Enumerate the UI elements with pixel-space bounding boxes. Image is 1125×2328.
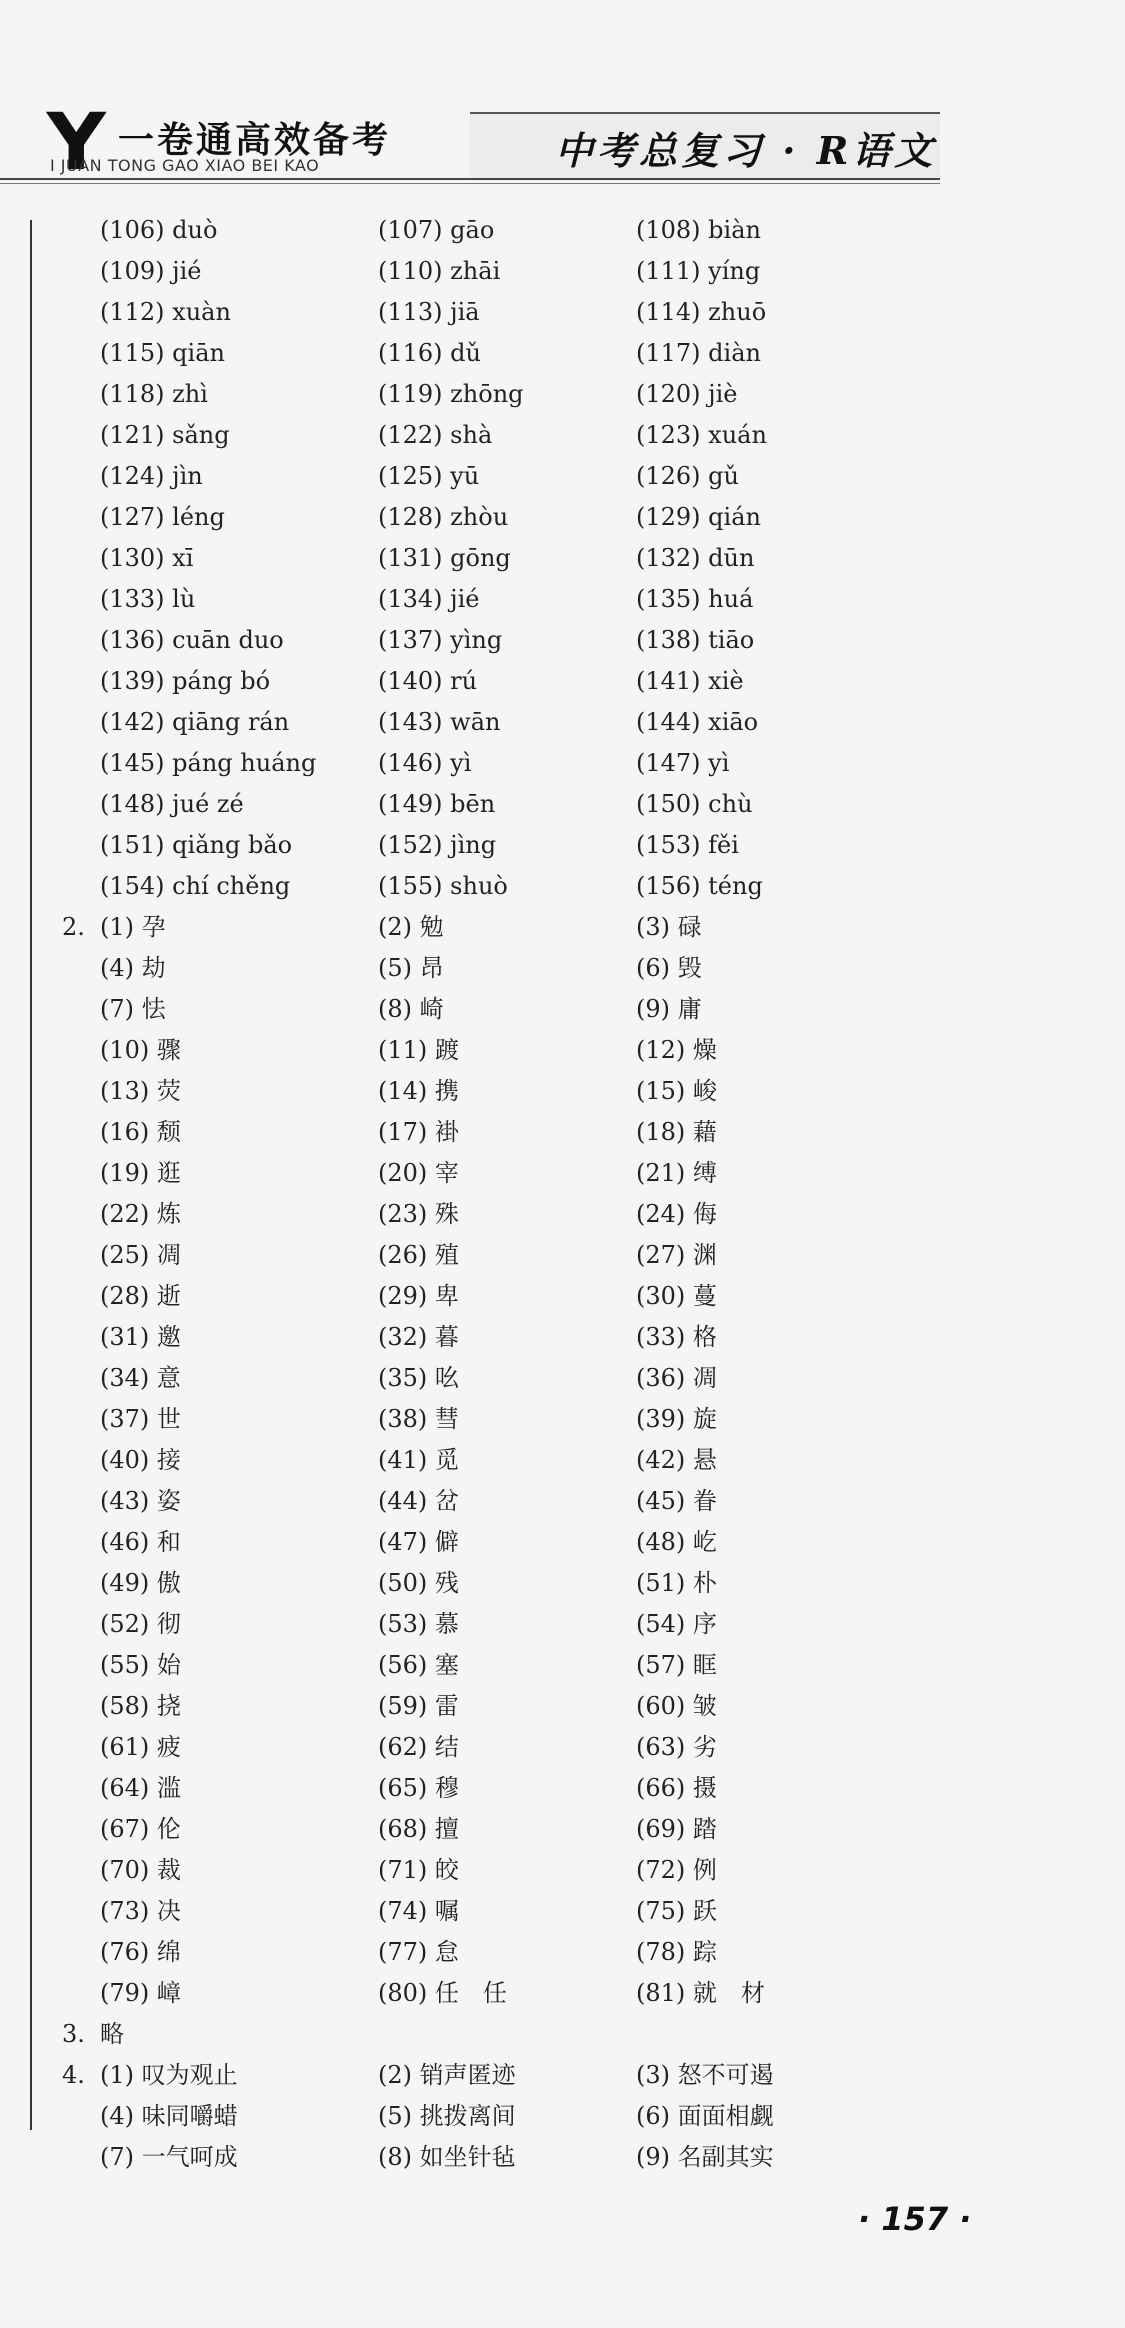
- answer-row: [68, 1522, 968, 1563]
- answer-item: (40) 接: [100, 1446, 181, 1474]
- answer-item: (135) huá: [636, 585, 754, 613]
- answer-item: (20) 宰: [378, 1159, 459, 1187]
- answer-item: (64) 滥: [100, 1774, 181, 1802]
- answer-item: (51) 朴: [636, 1569, 717, 1597]
- answer-item: (50) 残: [378, 1569, 459, 1597]
- answer-item: (129) qián: [636, 503, 761, 531]
- section-4-idioms: [62, 2055, 968, 2178]
- answer-item: (60) 皱: [636, 1692, 717, 1720]
- answer-item: (152) jìng: [378, 831, 497, 859]
- answer-item: (68) 擅: [378, 1815, 459, 1843]
- answer-row: [68, 456, 968, 497]
- answer-item: (69) 踏: [636, 1815, 717, 1843]
- answer-item: (52) 彻: [100, 1610, 181, 1638]
- answer-row: [68, 415, 968, 456]
- answer-item: (109) jié: [100, 257, 202, 285]
- answer-item: (42) 悬: [636, 1446, 717, 1474]
- answer-item: (6) 毁: [636, 954, 702, 982]
- header-rule: [0, 178, 940, 184]
- answer-item: (112) xuàn: [100, 298, 231, 326]
- answer-item: (4) 劫: [100, 954, 166, 982]
- answer-item: (33) 格: [636, 1323, 717, 1351]
- answer-item: (10) 骤: [100, 1036, 181, 1064]
- answer-item: (132) dūn: [636, 544, 755, 572]
- answer-item: (78) 踪: [636, 1938, 717, 1966]
- answer-item: (62) 结: [378, 1733, 459, 1761]
- answer-item: (9) 名副其实: [636, 2143, 774, 2171]
- answer-item: (137) yìng: [378, 626, 503, 654]
- answer-item: (145) páng huáng: [100, 749, 317, 777]
- answer-item: (136) cuān duo: [100, 626, 284, 654]
- answer-row: [68, 702, 968, 743]
- answer-row: [68, 1440, 968, 1481]
- answer-row: [68, 1481, 968, 1522]
- answer-content: [62, 210, 968, 2178]
- answer-item: (77) 怠: [378, 1938, 459, 1966]
- answer-row: [68, 251, 968, 292]
- answer-row: [68, 374, 968, 415]
- answer-item: (143) wān: [378, 708, 501, 736]
- section-2-characters: [62, 907, 968, 2014]
- answer-row: [68, 661, 968, 702]
- answer-item: (107) gāo: [378, 216, 495, 244]
- answer-row: [68, 1768, 968, 1809]
- answer-item: (48) 屹: [636, 1528, 717, 1556]
- answer-row: [68, 989, 968, 1030]
- answer-item: (5) 昂: [378, 954, 444, 982]
- answer-item: (38) 彗: [378, 1405, 459, 1433]
- brand-title: 一卷通高效备考: [118, 120, 392, 161]
- brand-subtitle: I JUAN TONG GAO XIAO BEI KAO: [50, 156, 320, 175]
- section-label: 4.: [62, 2061, 85, 2089]
- answer-row: [68, 579, 968, 620]
- answer-item: (26) 殖: [378, 1241, 459, 1269]
- page-header: [0, 0, 1125, 190]
- answer-item: (6) 面面相觑: [636, 2102, 774, 2130]
- answer-item: (124) jìn: [100, 462, 203, 490]
- answer-item: (27) 渊: [636, 1241, 717, 1269]
- answer-item: (5) 挑拨离间: [378, 2102, 516, 2130]
- answer-item: (79) 嶂: [100, 1979, 181, 2007]
- answer-row: [68, 292, 968, 333]
- answer-item: (76) 绵: [100, 1938, 181, 1966]
- answer-item: (44) 岔: [378, 1487, 459, 1515]
- answer-item: (71) 皎: [378, 1856, 459, 1884]
- answer-item: (139) páng bó: [100, 667, 271, 695]
- answer-item: (14) 携: [378, 1077, 459, 1105]
- answer-row: [62, 2055, 968, 2096]
- answer-item: (28) 逝: [100, 1282, 181, 1310]
- page-number: · 157 ·: [858, 2200, 972, 2238]
- answer-row: [68, 1235, 968, 1276]
- answer-item: (19) 逛: [100, 1159, 181, 1187]
- answer-item: (36) 凋: [636, 1364, 717, 1392]
- answer-item: (127) léng: [100, 503, 225, 531]
- answer-item: (39) 旋: [636, 1405, 717, 1433]
- answer-row: [68, 1317, 968, 1358]
- answer-item: (46) 和: [100, 1528, 181, 1556]
- answer-row: [68, 948, 968, 989]
- answer-item: (12) 燥: [636, 1036, 717, 1064]
- answer-row: [68, 1399, 968, 1440]
- answer-item: (32) 暮: [378, 1323, 459, 1351]
- answer-row: [68, 743, 968, 784]
- answer-item: (73) 决: [100, 1897, 181, 1925]
- answer-item: (117) diàn: [636, 339, 761, 367]
- answer-item: (153) fěi: [636, 831, 739, 859]
- answer-item: (3) 碌: [636, 913, 702, 941]
- answer-row: [68, 1276, 968, 1317]
- section-3: [62, 2014, 968, 2055]
- answer-item: (133) lù: [100, 585, 196, 613]
- answer-row: [68, 538, 968, 579]
- answer-item: (123) xuán: [636, 421, 767, 449]
- section-label: 2.: [62, 913, 85, 941]
- answer-item: (11) 踱: [378, 1036, 459, 1064]
- answer-row: [68, 1727, 968, 1768]
- answer-item: (35) 吆: [378, 1364, 459, 1392]
- answer-item: (115) qiān: [100, 339, 225, 367]
- answer-item: (116) dǔ: [378, 339, 481, 367]
- answer-item: (154) chí chěng: [100, 872, 291, 900]
- answer-item: (23) 殊: [378, 1200, 459, 1228]
- answer-row: [68, 1153, 968, 1194]
- answer-item: (8) 崎: [378, 995, 444, 1023]
- answer-item: (31) 邀: [100, 1323, 181, 1351]
- answer-item: (120) jiè: [636, 380, 738, 408]
- answer-item: (58) 挠: [100, 1692, 181, 1720]
- answer-item: (18) 藉: [636, 1118, 717, 1146]
- answer-row: [68, 2137, 968, 2178]
- answer-item: (70) 裁: [100, 1856, 181, 1884]
- answer-item: (155) shuò: [378, 872, 508, 900]
- answer-item: (41) 觅: [378, 1446, 459, 1474]
- answer-item: (148) jué zé: [100, 790, 244, 818]
- answer-row: [68, 1645, 968, 1686]
- answer-item: (54) 序: [636, 1610, 717, 1638]
- answer-item: (149) bēn: [378, 790, 496, 818]
- answer-row: [68, 1112, 968, 1153]
- answer-row: [68, 1563, 968, 1604]
- answer-item: (114) zhuō: [636, 298, 767, 326]
- answer-item: (74) 嘱: [378, 1897, 459, 1925]
- answer-row: [68, 1891, 968, 1932]
- answer-item: (45) 眷: [636, 1487, 717, 1515]
- answer-item: (53) 慕: [378, 1610, 459, 1638]
- answer-item: (106) duò: [100, 216, 218, 244]
- answer-row: [68, 1686, 968, 1727]
- answer-item: (30) 蔓: [636, 1282, 717, 1310]
- answer-item: (8) 如坐针毡: [378, 2143, 516, 2171]
- answer-row: [68, 1850, 968, 1891]
- answer-item: (128) zhòu: [378, 503, 509, 531]
- answer-item: (2) 销声匿迹: [378, 2061, 516, 2089]
- answer-item: (55) 始: [100, 1651, 181, 1679]
- answer-item: (1) 叹为观止: [100, 2061, 238, 2089]
- section-1-pinyin: [68, 210, 968, 907]
- answer-row: [68, 1932, 968, 1973]
- answer-item: (22) 炼: [100, 1200, 181, 1228]
- answer-item: (21) 缚: [636, 1159, 717, 1187]
- answer-item: (13) 荧: [100, 1077, 181, 1105]
- answer-item: (118) zhì: [100, 380, 208, 408]
- answer-item: (3) 怒不可遏: [636, 2061, 774, 2089]
- answer-item: 略: [100, 2020, 124, 2048]
- answer-row: [68, 1030, 968, 1071]
- answer-item: (63) 劣: [636, 1733, 717, 1761]
- answer-item: (138) tiāo: [636, 626, 755, 654]
- answer-item: (67) 伦: [100, 1815, 181, 1843]
- answer-item: (1) 孕: [100, 913, 166, 941]
- answer-item: (141) xiè: [636, 667, 744, 695]
- answer-item: (126) gǔ: [636, 462, 739, 490]
- answer-item: (142) qiāng rán: [100, 708, 290, 736]
- answer-item: (110) zhāi: [378, 257, 501, 285]
- answer-item: (140) rú: [378, 667, 478, 695]
- answer-item: (2) 勉: [378, 913, 444, 941]
- answer-item: (75) 跃: [636, 1897, 717, 1925]
- answer-item: (65) 穆: [378, 1774, 459, 1802]
- answer-item: (108) biàn: [636, 216, 761, 244]
- answer-item: (150) chù: [636, 790, 753, 818]
- answer-row: [68, 866, 968, 907]
- answer-row: [68, 333, 968, 374]
- answer-item: (4) 味同嚼蜡: [100, 2102, 238, 2130]
- answer-item: (7) 怯: [100, 995, 166, 1023]
- answer-item: (81) 就 材: [636, 1979, 765, 2007]
- answer-item: (56) 塞: [378, 1651, 459, 1679]
- answer-item: (16) 颓: [100, 1118, 181, 1146]
- answer-item: (15) 峻: [636, 1077, 717, 1105]
- answer-row: [62, 907, 968, 948]
- answer-item: (134) jié: [378, 585, 480, 613]
- answer-item: (66) 摄: [636, 1774, 717, 1802]
- answer-row: [68, 1604, 968, 1645]
- answer-item: (146) yì: [378, 749, 472, 777]
- answer-row: [68, 2096, 968, 2137]
- answer-row: [68, 497, 968, 538]
- answer-item: (113) jiā: [378, 298, 480, 326]
- answer-row: [68, 784, 968, 825]
- margin-line: [30, 220, 32, 2130]
- answer-row: [68, 825, 968, 866]
- answer-row: [68, 1809, 968, 1850]
- answer-item: (144) xiāo: [636, 708, 759, 736]
- answer-item: (49) 傲: [100, 1569, 181, 1597]
- answer-row: [68, 620, 968, 661]
- answer-item: (119) zhōng: [378, 380, 524, 408]
- answer-row: [68, 1973, 968, 2014]
- answer-item: (37) 世: [100, 1405, 181, 1433]
- answer-item: (147) yì: [636, 749, 730, 777]
- answer-row: [68, 1071, 968, 1112]
- answer-item: (111) yíng: [636, 257, 761, 285]
- answer-item: (80) 任 任: [378, 1979, 507, 2007]
- answer-item: (17) 褂: [378, 1118, 459, 1146]
- answer-item: (72) 例: [636, 1856, 717, 1884]
- book-title: 中考总复习 · R语文: [555, 128, 937, 173]
- answer-item: (122) shà: [378, 421, 493, 449]
- answer-item: (9) 庸: [636, 995, 702, 1023]
- answer-row: [68, 210, 968, 251]
- answer-item: (43) 姿: [100, 1487, 181, 1515]
- answer-item: (151) qiǎng bǎo: [100, 831, 293, 859]
- answer-item: (24) 侮: [636, 1200, 717, 1228]
- answer-item: (34) 意: [100, 1364, 181, 1392]
- answer-item: (130) xī: [100, 544, 194, 572]
- answer-item: (61) 疲: [100, 1733, 181, 1761]
- answer-item: (59) 雷: [378, 1692, 459, 1720]
- answer-item: (131) gōng: [378, 544, 511, 572]
- answer-item: (57) 眶: [636, 1651, 717, 1679]
- answer-item: (29) 卑: [378, 1282, 459, 1310]
- answer-item: (156) téng: [636, 872, 763, 900]
- answer-row: [68, 1194, 968, 1235]
- answer-row: [68, 1358, 968, 1399]
- answer-item: (25) 凋: [100, 1241, 181, 1269]
- answer-item: (121) sǎng: [100, 421, 230, 449]
- brand-logo-letter: Y: [46, 98, 106, 188]
- answer-item: (125) yū: [378, 462, 480, 490]
- answer-row: [62, 2014, 968, 2055]
- section-label: 3.: [62, 2020, 85, 2048]
- answer-item: (47) 僻: [378, 1528, 459, 1556]
- answer-item: (7) 一气呵成: [100, 2143, 238, 2171]
